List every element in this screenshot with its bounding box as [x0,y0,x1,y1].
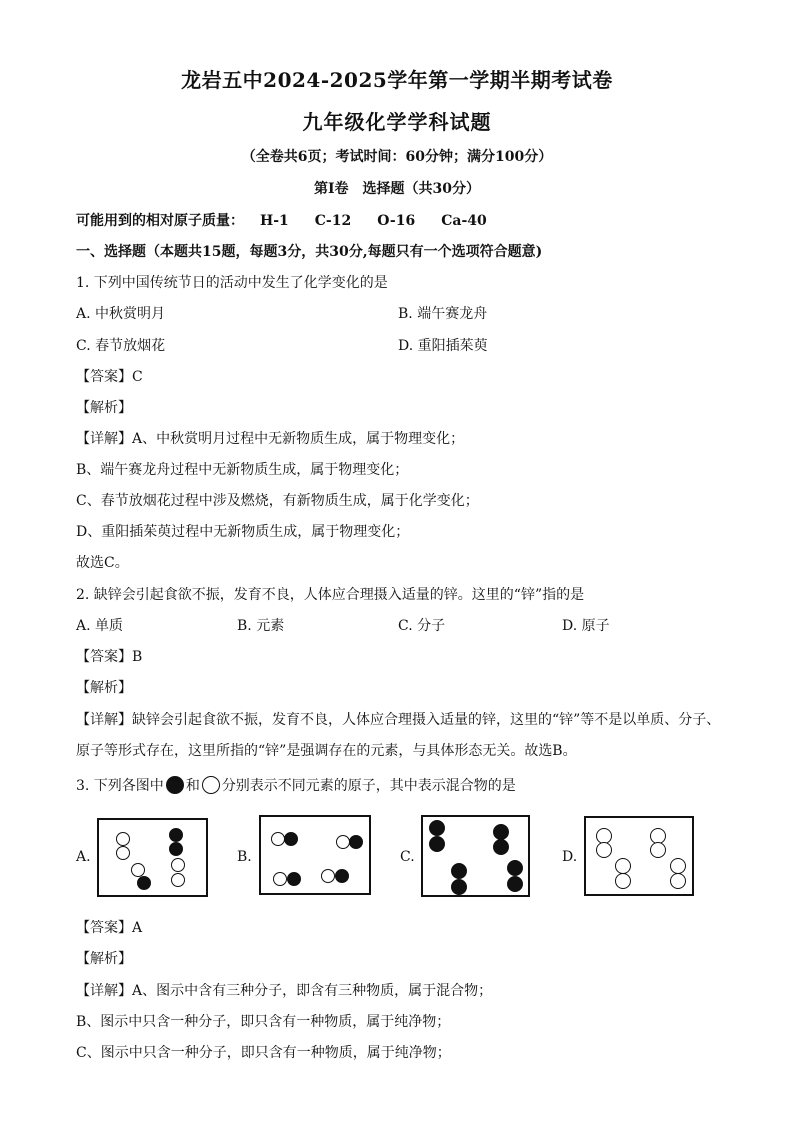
q1-option-b: B. 端午赛龙舟 [398,306,488,322]
q3-stem [76,775,516,795]
white-atom [116,846,130,860]
exam-subject: 九年级化学学科试题 [302,110,492,134]
black-atom [493,839,509,855]
black-atom [137,876,151,890]
white-atom [670,873,686,889]
black-atom [451,863,467,879]
black-atom [349,835,363,849]
q3-label-c: C. [400,849,415,865]
q1-detail-line: B、端午赛龙舟过程中无新物质生成，属于物理变化； [76,462,409,478]
white-atom [321,869,335,883]
black-atom [429,836,445,852]
black-atom [507,860,523,876]
q3-label-d: D. [562,849,578,865]
white-atom [116,832,130,846]
black-atom [429,820,445,836]
q1-option-a: A. 中秋赏明月 [76,306,166,322]
q3-detail-line: 【详解】A、图示中含有三种分子，即含有三种物质，属于混合物； [76,983,493,999]
white-atom [615,858,631,874]
q3-diagram-b [259,815,371,895]
q1-answer: 【答案】C [76,369,143,385]
white-atom [615,873,631,889]
atomic-mass-line [76,210,513,230]
q2-detail-line: 【详解】缺锌会引起食欲不振，发育不良，人体应合理摄入适量的锌，这里的“锌”等不是以单质、分子、 [76,712,721,728]
black-atom [284,832,298,846]
q3-stem-part: 3. 下列各图中 [76,778,164,794]
q2-analysis: 【解析】 [76,680,132,696]
black-atom [451,879,467,895]
q2-option-d: D. 原子 [562,618,610,634]
black-atom [287,872,301,886]
white-atom [596,842,612,858]
q3-stem-part: 分别表示不同元素的原子，其中表示混合物的是 [221,778,516,794]
q2-detail-line: 原子等形式存在，这里所指的“锌”是强调存在的元素，与具体形态无关。故选B。 [76,743,577,759]
q1-detail-line: 【详解】A、中秋赏明月过程中无新物质生成，属于物理变化； [76,431,465,447]
section-title: 第Ⅰ卷 选择题（共30分） [313,181,481,197]
q2-option-b: B. 元素 [237,618,285,634]
atomic-mass-h: H-1 [260,213,289,229]
q2-stem: 2. 缺锌会引起食欲不振，发育不良，人体应合理摄入适量的锌。这里的“锌”指的是 [76,587,585,603]
q3-detail-line: B、图示中只含一种分子，即只含有一种物质，属于纯净物； [76,1014,451,1030]
q1-detail-line: D、重阳插茱萸过程中无新物质生成，属于物理变化； [76,524,410,540]
black-atom [507,876,523,892]
white-atom-icon [202,776,220,794]
q3-detail-line: C、图示中只含一种分子，即只含有一种物质，属于纯净物； [76,1045,451,1061]
white-atom [650,842,666,858]
white-atom [131,863,145,877]
q2-answer: 【答案】B [76,649,143,665]
q3-stem-part: 和 [185,778,200,794]
white-atom [336,835,350,849]
white-atom [171,858,185,872]
white-atom [670,858,686,874]
q3-diagram-d [584,816,694,896]
atomic-mass-ca: Ca-40 [441,213,487,229]
q1-option-c: C. 春节放烟花 [76,338,166,354]
atomic-mass-o: O-16 [377,213,416,229]
black-atom [493,824,509,840]
black-atom-icon [166,776,184,794]
q1-stem: 1. 下列中国传统节日的活动中发生了化学变化的是 [76,275,388,291]
q3-label-a: A. [76,849,91,865]
exam-info: （全卷共6页；考试时间：60分钟；满分100分） [241,149,553,165]
q3-diagram-a [97,818,208,897]
white-atom [171,873,185,887]
black-atom [169,828,183,842]
q1-analysis: 【解析】 [76,400,132,416]
q2-option-c: C. 分子 [398,618,446,634]
black-atom [335,869,349,883]
q3-analysis: 【解析】 [76,951,132,967]
white-atom [271,832,285,846]
q3-answer: 【答案】A [76,920,143,936]
part-title: 一、选择题（本题共15题，每题3分，共30分,每题只有一个选项符合题意) [76,244,543,260]
q2-option-a: A. 单质 [76,618,124,634]
atomic-mass-c: C-12 [314,213,352,229]
q1-detail-line: 故选C。 [76,555,129,571]
black-atom [169,842,183,856]
atomic-mass-label: 可能用到的相对原子质量： [76,213,244,229]
exam-title: 龙岩五中2024-2025学年第一学期半期考试卷 [181,68,613,92]
q1-option-d: D. 重阳插茱萸 [398,338,488,354]
q3-diagram-c [421,815,530,897]
q1-detail-line: C、春节放烟花过程中涉及燃烧，有新物质生成，属于化学变化； [76,493,479,509]
white-atom [273,872,287,886]
q3-label-b: B. [237,849,252,865]
